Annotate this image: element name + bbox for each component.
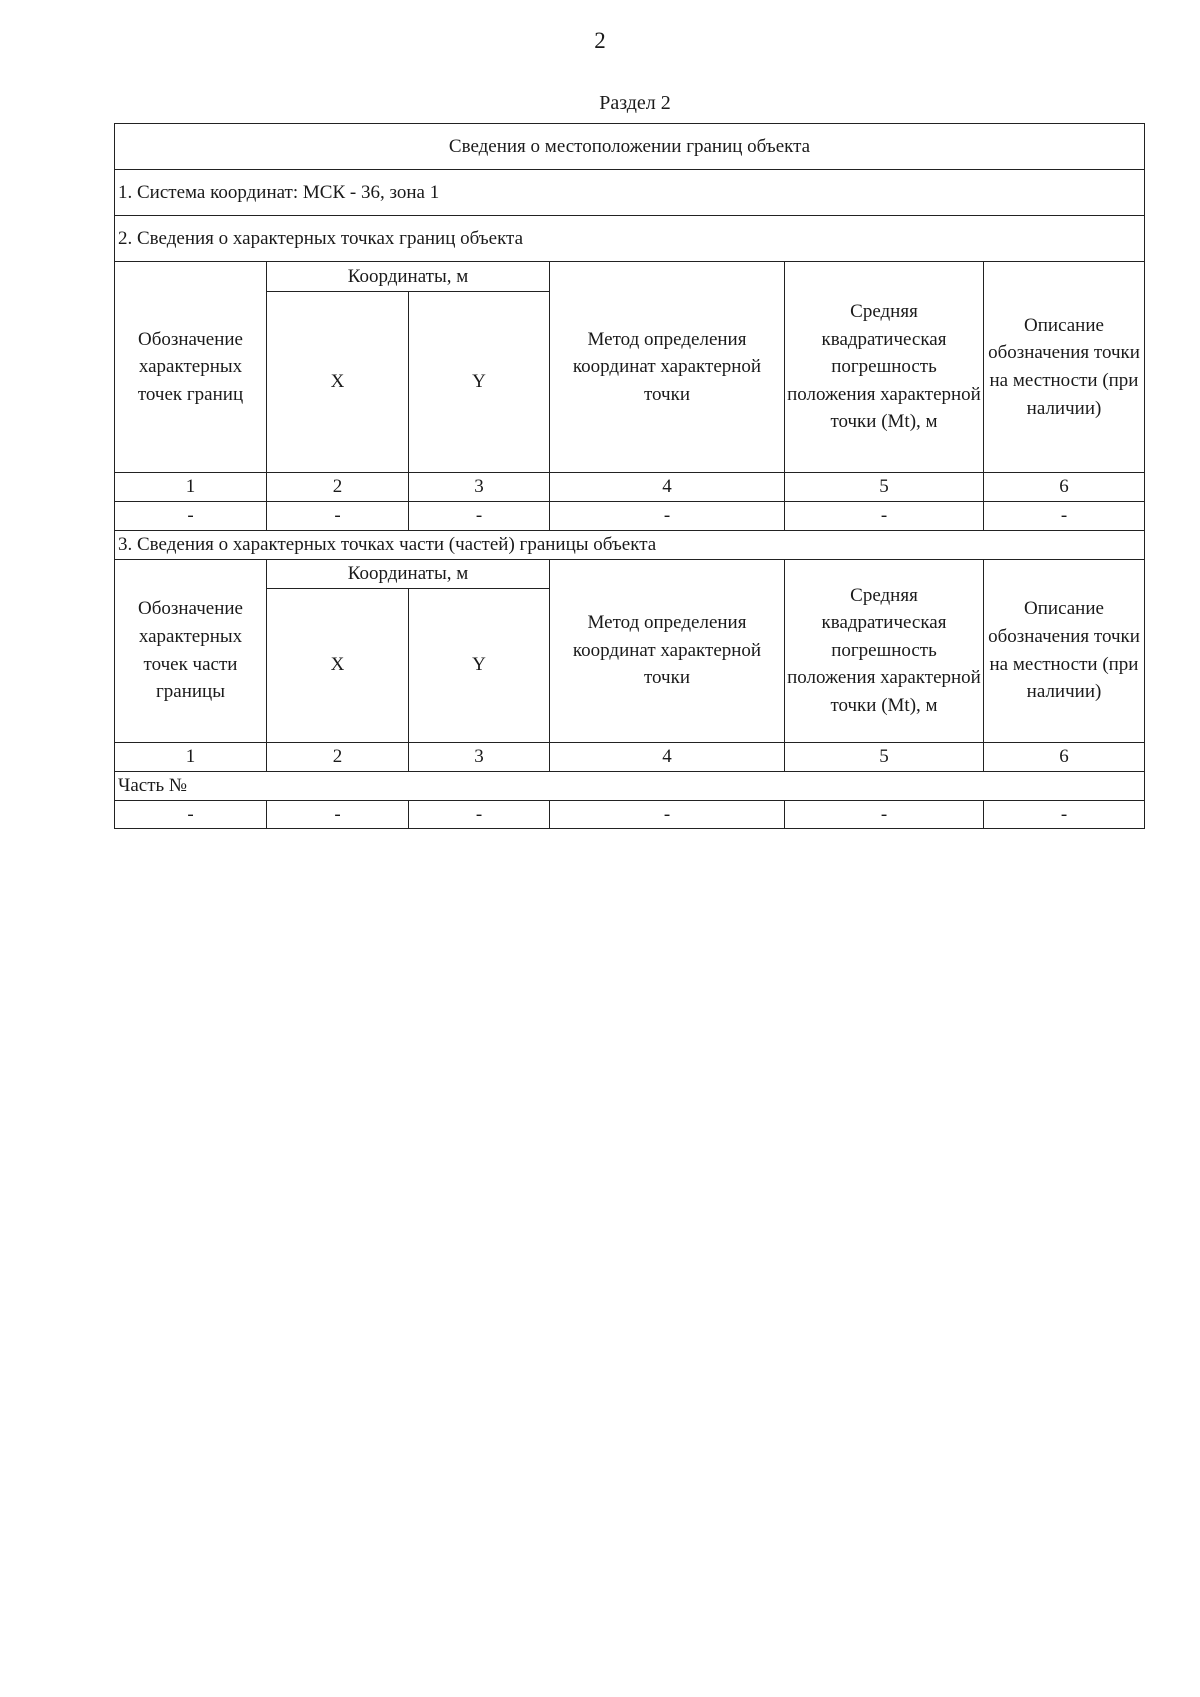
header-coordinates: Координаты, м bbox=[267, 262, 550, 292]
column-number: 1 bbox=[115, 473, 267, 502]
header-designation: Обозначение характерных точек части границы bbox=[115, 559, 267, 742]
boundary-table bbox=[114, 123, 1145, 829]
table-title: Сведения о местоположении границ объекта bbox=[115, 124, 1145, 170]
table-cell: - bbox=[785, 502, 984, 531]
column-number: 2 bbox=[267, 473, 409, 502]
header-designation: Обозначение характерных точек границ bbox=[115, 262, 267, 473]
page-number: 2 bbox=[594, 28, 606, 53]
column-number: 4 bbox=[550, 742, 785, 771]
table-cell: - bbox=[115, 800, 267, 829]
header-method: Метод определения координат характерной точки bbox=[550, 262, 785, 473]
header-coordinates: Координаты, м bbox=[267, 559, 550, 588]
column-number: 6 bbox=[984, 473, 1145, 502]
table-cell: - bbox=[984, 800, 1145, 829]
column-number: 4 bbox=[550, 473, 785, 502]
table-cell: - bbox=[550, 800, 785, 829]
table-cell: - bbox=[550, 502, 785, 531]
column-number: 1 bbox=[115, 742, 267, 771]
header-description: Описание обозначения точки на местности (при наличии) bbox=[984, 262, 1145, 473]
table-cell: - bbox=[409, 502, 550, 531]
column-number: 3 bbox=[409, 473, 550, 502]
coordinate-system: 1. Система координат: МСК - 36, зона 1 bbox=[115, 170, 1145, 216]
header-error: Средняя квадратическая погрешность положения характерной точки (Mt), м bbox=[785, 262, 984, 473]
column-number: 6 bbox=[984, 742, 1145, 771]
points-section-title: 2. Сведения о характерных точках границ объекта bbox=[115, 216, 1145, 262]
table-row bbox=[115, 800, 1145, 829]
header-y: Y bbox=[409, 588, 550, 742]
header-description: Описание обозначения точки на местности (при наличии) bbox=[984, 559, 1145, 742]
header-method: Метод определения координат характерной точки bbox=[550, 559, 785, 742]
table-cell: - bbox=[267, 800, 409, 829]
column-number: 5 bbox=[785, 473, 984, 502]
section-label: Раздел 2 bbox=[599, 92, 671, 114]
header-x: X bbox=[267, 588, 409, 742]
column-number: 5 bbox=[785, 742, 984, 771]
table-cell: - bbox=[409, 800, 550, 829]
header-x: X bbox=[267, 292, 409, 473]
table-cell: - bbox=[785, 800, 984, 829]
table-cell: - bbox=[984, 502, 1145, 531]
header-y: Y bbox=[409, 292, 550, 473]
header-error: Средняя квадратическая погрешность положения характерной точки (Mt), м bbox=[785, 559, 984, 742]
part-label: Часть № bbox=[115, 771, 1145, 800]
column-number: 3 bbox=[409, 742, 550, 771]
column-number-row bbox=[115, 742, 1145, 771]
table-cell: - bbox=[115, 502, 267, 531]
table-cell: - bbox=[267, 502, 409, 531]
parts-section-title: 3. Сведения о характерных точках части (частей) границы объекта bbox=[115, 530, 1145, 559]
column-number: 2 bbox=[267, 742, 409, 771]
column-number-row bbox=[115, 473, 1145, 502]
table-row bbox=[115, 502, 1145, 531]
